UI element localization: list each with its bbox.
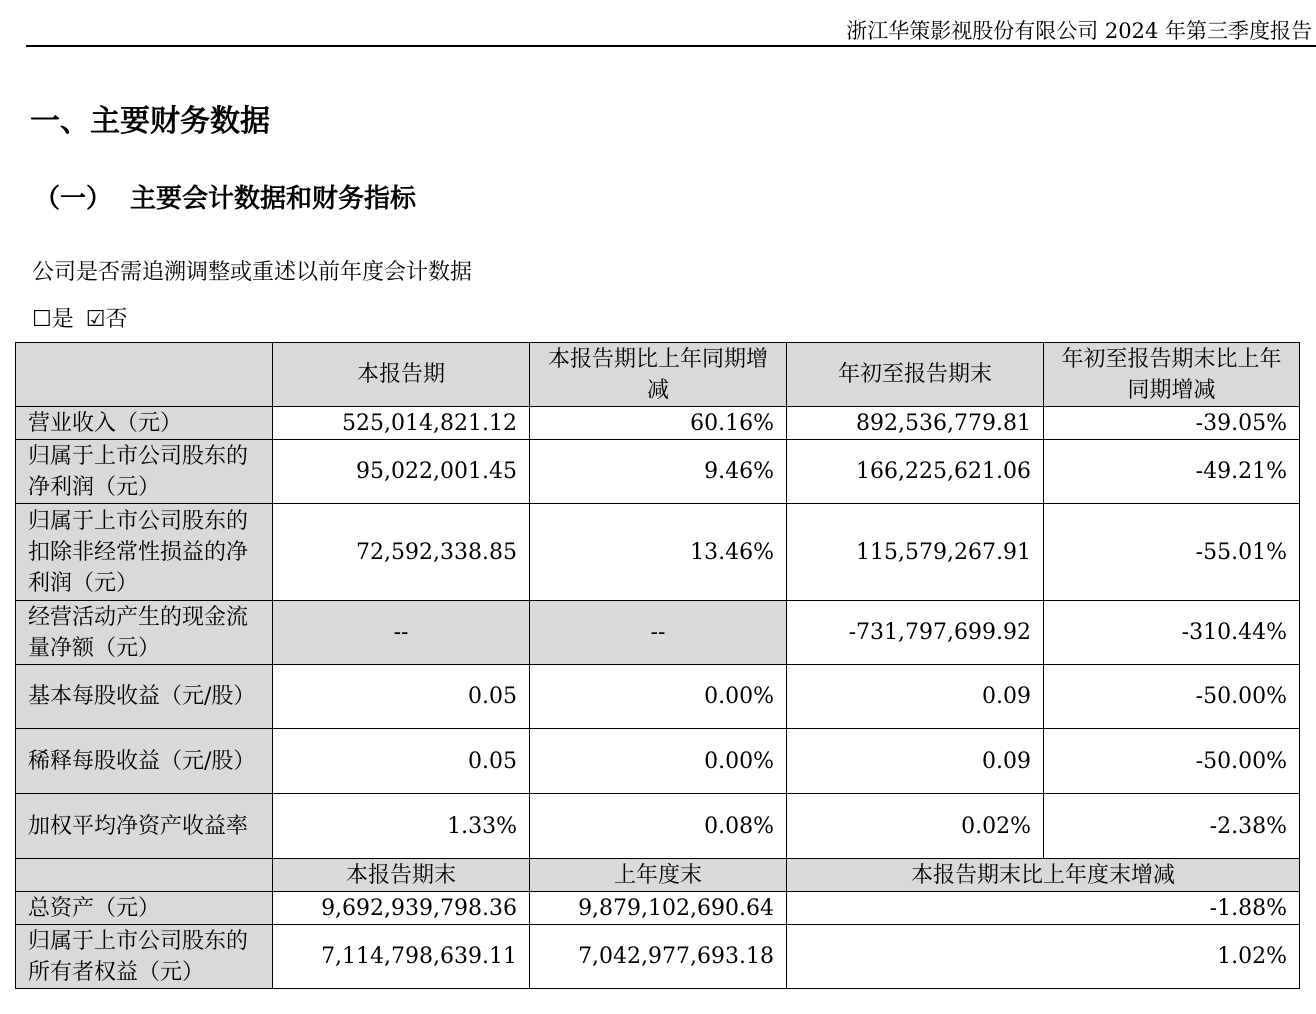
table-cell: 0.09 [787,729,1044,794]
table-cell: -50.00% [1044,729,1300,794]
table-row [16,794,1300,859]
table-cell: 1.33% [273,794,530,859]
table-header-row [16,343,1300,407]
restatement-question: 公司是否需追溯调整或重述以前年度会计数据 [32,260,473,285]
row-label: 加权平均净资产收益率 [16,794,273,859]
table-cell: 1.02% [787,925,1300,989]
sub-section-title [34,178,416,215]
table-cell: 7,042,977,693.18 [530,925,787,989]
page-header [26,0,1316,47]
option-no-label: 否 [105,307,128,332]
option-yes-label: 是 [51,307,74,332]
row-label: 经营活动产生的现金流量净额（元） [16,601,273,665]
row-label: 总资产（元） [16,892,273,925]
header-cell: 本报告期 [273,343,530,407]
report-title: 浙江华策影视股份有限公司 2024 年第三季度报告 [846,19,1312,43]
table-cell: -- [273,601,530,665]
table-cell: 0.00% [530,665,787,729]
header-cell: 上年度末 [530,859,787,892]
table-cell: -- [530,601,787,665]
table-cell: 0.00% [530,729,787,794]
table-row [16,729,1300,794]
table-cell: 115,579,267.91 [787,504,1044,601]
table-cell: -49.21% [1044,440,1300,504]
table-cell: 892,536,779.81 [787,407,1044,440]
header-cell: 本报告期末 [273,859,530,892]
row-label: 归属于上市公司股东的扣除非经常性损益的净利润（元） [16,504,273,601]
row-label: 归属于上市公司股东的所有者权益（元） [16,925,273,989]
table-cell: 9,692,939,798.36 [273,892,530,925]
unchecked-box-icon: ☐ [32,307,52,332]
table-row [16,925,1300,989]
option-yes [32,307,74,332]
table-cell: -50.00% [1044,665,1300,729]
header-blank-cell [16,859,273,892]
row-label: 归属于上市公司股东的净利润（元） [16,440,273,504]
restatement-options [32,302,140,333]
option-no [86,307,128,332]
row-label: 稀释每股收益（元/股） [16,729,273,794]
section-title: 一、主要财务数据 [30,104,270,139]
table-cell: -1.88% [787,892,1300,925]
table-cell: 0.05 [273,729,530,794]
header-blank-cell [16,343,273,407]
table-cell: -39.05% [1044,407,1300,440]
table-row [16,504,1300,601]
table-cell: 60.16% [530,407,787,440]
table-cell: 525,014,821.12 [273,407,530,440]
table-cell: 9,879,102,690.64 [530,892,787,925]
table-cell: 72,592,338.85 [273,504,530,601]
table-subheader-row [16,859,1300,892]
table-row [16,892,1300,925]
table-cell: 0.09 [787,665,1044,729]
table-cell: -310.44% [1044,601,1300,665]
table-cell: 9.46% [530,440,787,504]
header-cell: 本报告期末比上年度末增减 [787,859,1300,892]
row-label: 基本每股收益（元/股） [16,665,273,729]
table-cell: 13.46% [530,504,787,601]
financial-data-table [15,342,1300,989]
checked-box-icon: ☑ [85,307,106,332]
table-cell: 95,022,001.45 [273,440,530,504]
sub-section-text: 主要会计数据和财务指标 [130,184,417,214]
header-cell: 年初至报告期末比上年同期增减 [1044,343,1300,407]
table-row [16,440,1300,504]
table-cell: 7,114,798,639.11 [273,925,530,989]
header-cell: 本报告期比上年同期增减 [530,343,787,407]
row-label: 营业收入（元） [16,407,273,440]
table-cell: -2.38% [1044,794,1300,859]
table-cell: -731,797,699.92 [787,601,1044,665]
table-cell: 0.05 [273,665,530,729]
table-row [16,407,1300,440]
table-row [16,601,1300,665]
table-cell: 0.02% [787,794,1044,859]
header-cell: 年初至报告期末 [787,343,1044,407]
table-row [16,665,1300,729]
table-cell: -55.01% [1044,504,1300,601]
table-cell: 0.08% [530,794,787,859]
table-cell: 166,225,621.06 [787,440,1044,504]
sub-section-number: （一） [34,184,113,214]
